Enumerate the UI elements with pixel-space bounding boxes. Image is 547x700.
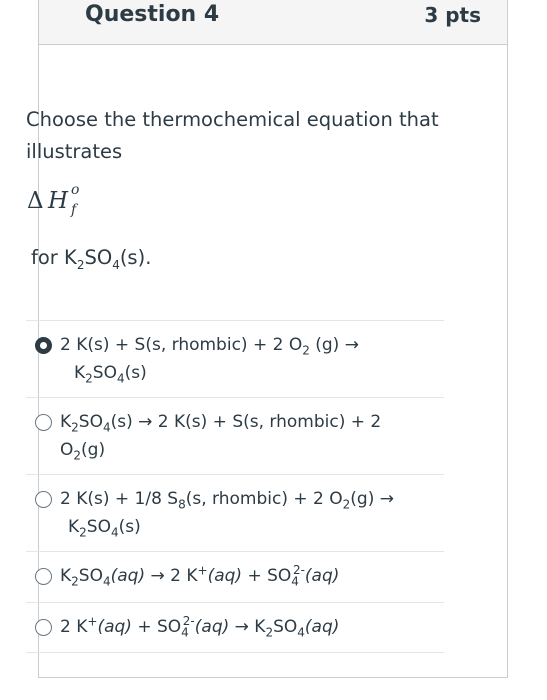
- formation-subscript: f: [71, 202, 77, 218]
- radio-button[interactable]: [35, 568, 52, 585]
- radio-button[interactable]: [35, 491, 52, 508]
- answer-text: [60, 562, 440, 590]
- question-title: Question 4: [85, 2, 220, 27]
- answer-line-1: 2 K(s) + 1/8 $S_8(s$, rhombic) + 2 $O_2(g)$ →: [60, 489, 394, 512]
- radio-button[interactable]: [35, 414, 52, 431]
- delta-symbol: Δ: [27, 188, 44, 214]
- h-variable: H: [48, 188, 69, 214]
- answer-text: [60, 485, 440, 541]
- answer-option-3[interactable]: [26, 474, 444, 551]
- answer-option-5[interactable]: [26, 602, 444, 653]
- question-points: 3 pts: [424, 3, 481, 27]
- compound-target: for $K_2SO_4(s)$.: [31, 246, 152, 272]
- answer-line-2: $K_2SO_4(s)$: [68, 517, 141, 540]
- enthalpy-formation-symbol: [27, 184, 107, 228]
- radio-button-selected[interactable]: [35, 337, 52, 354]
- answer-list: [26, 320, 444, 653]
- standard-state-superscript: o: [71, 182, 80, 198]
- answer-line-1: $K_2SO_4(s) \to 2$ K(s) + S(s, rhombic) + 2: [60, 412, 382, 435]
- radio-button[interactable]: [35, 619, 52, 636]
- question-header: [39, 0, 507, 45]
- answer-line-2: $K_2SO_4(s)$: [74, 363, 147, 386]
- answer-option-1[interactable]: [26, 320, 444, 397]
- answer-option-2[interactable]: [26, 397, 444, 474]
- answer-option-4[interactable]: [26, 551, 444, 602]
- answer-text: [60, 408, 440, 464]
- answer-text: [60, 613, 440, 641]
- answer-line-1: 2 K(s) + S(s, rhombic) + 2 $O_2$ (g) →: [60, 335, 359, 358]
- question-prompt: Choose the thermochemical equation that illustrates: [26, 108, 439, 163]
- answer-text: [60, 331, 440, 387]
- answer-line-1: $K_2SO_4(aq) \to 2$ $K^+(aq) + SO_4^{2-}(aq)$: [60, 563, 340, 589]
- answer-line-2: $O_2(g)$: [60, 440, 106, 463]
- answer-line-1: 2 $K^+(aq) + SO_4^{2-}(aq) \to K_2SO_4(aq)$: [60, 614, 340, 640]
